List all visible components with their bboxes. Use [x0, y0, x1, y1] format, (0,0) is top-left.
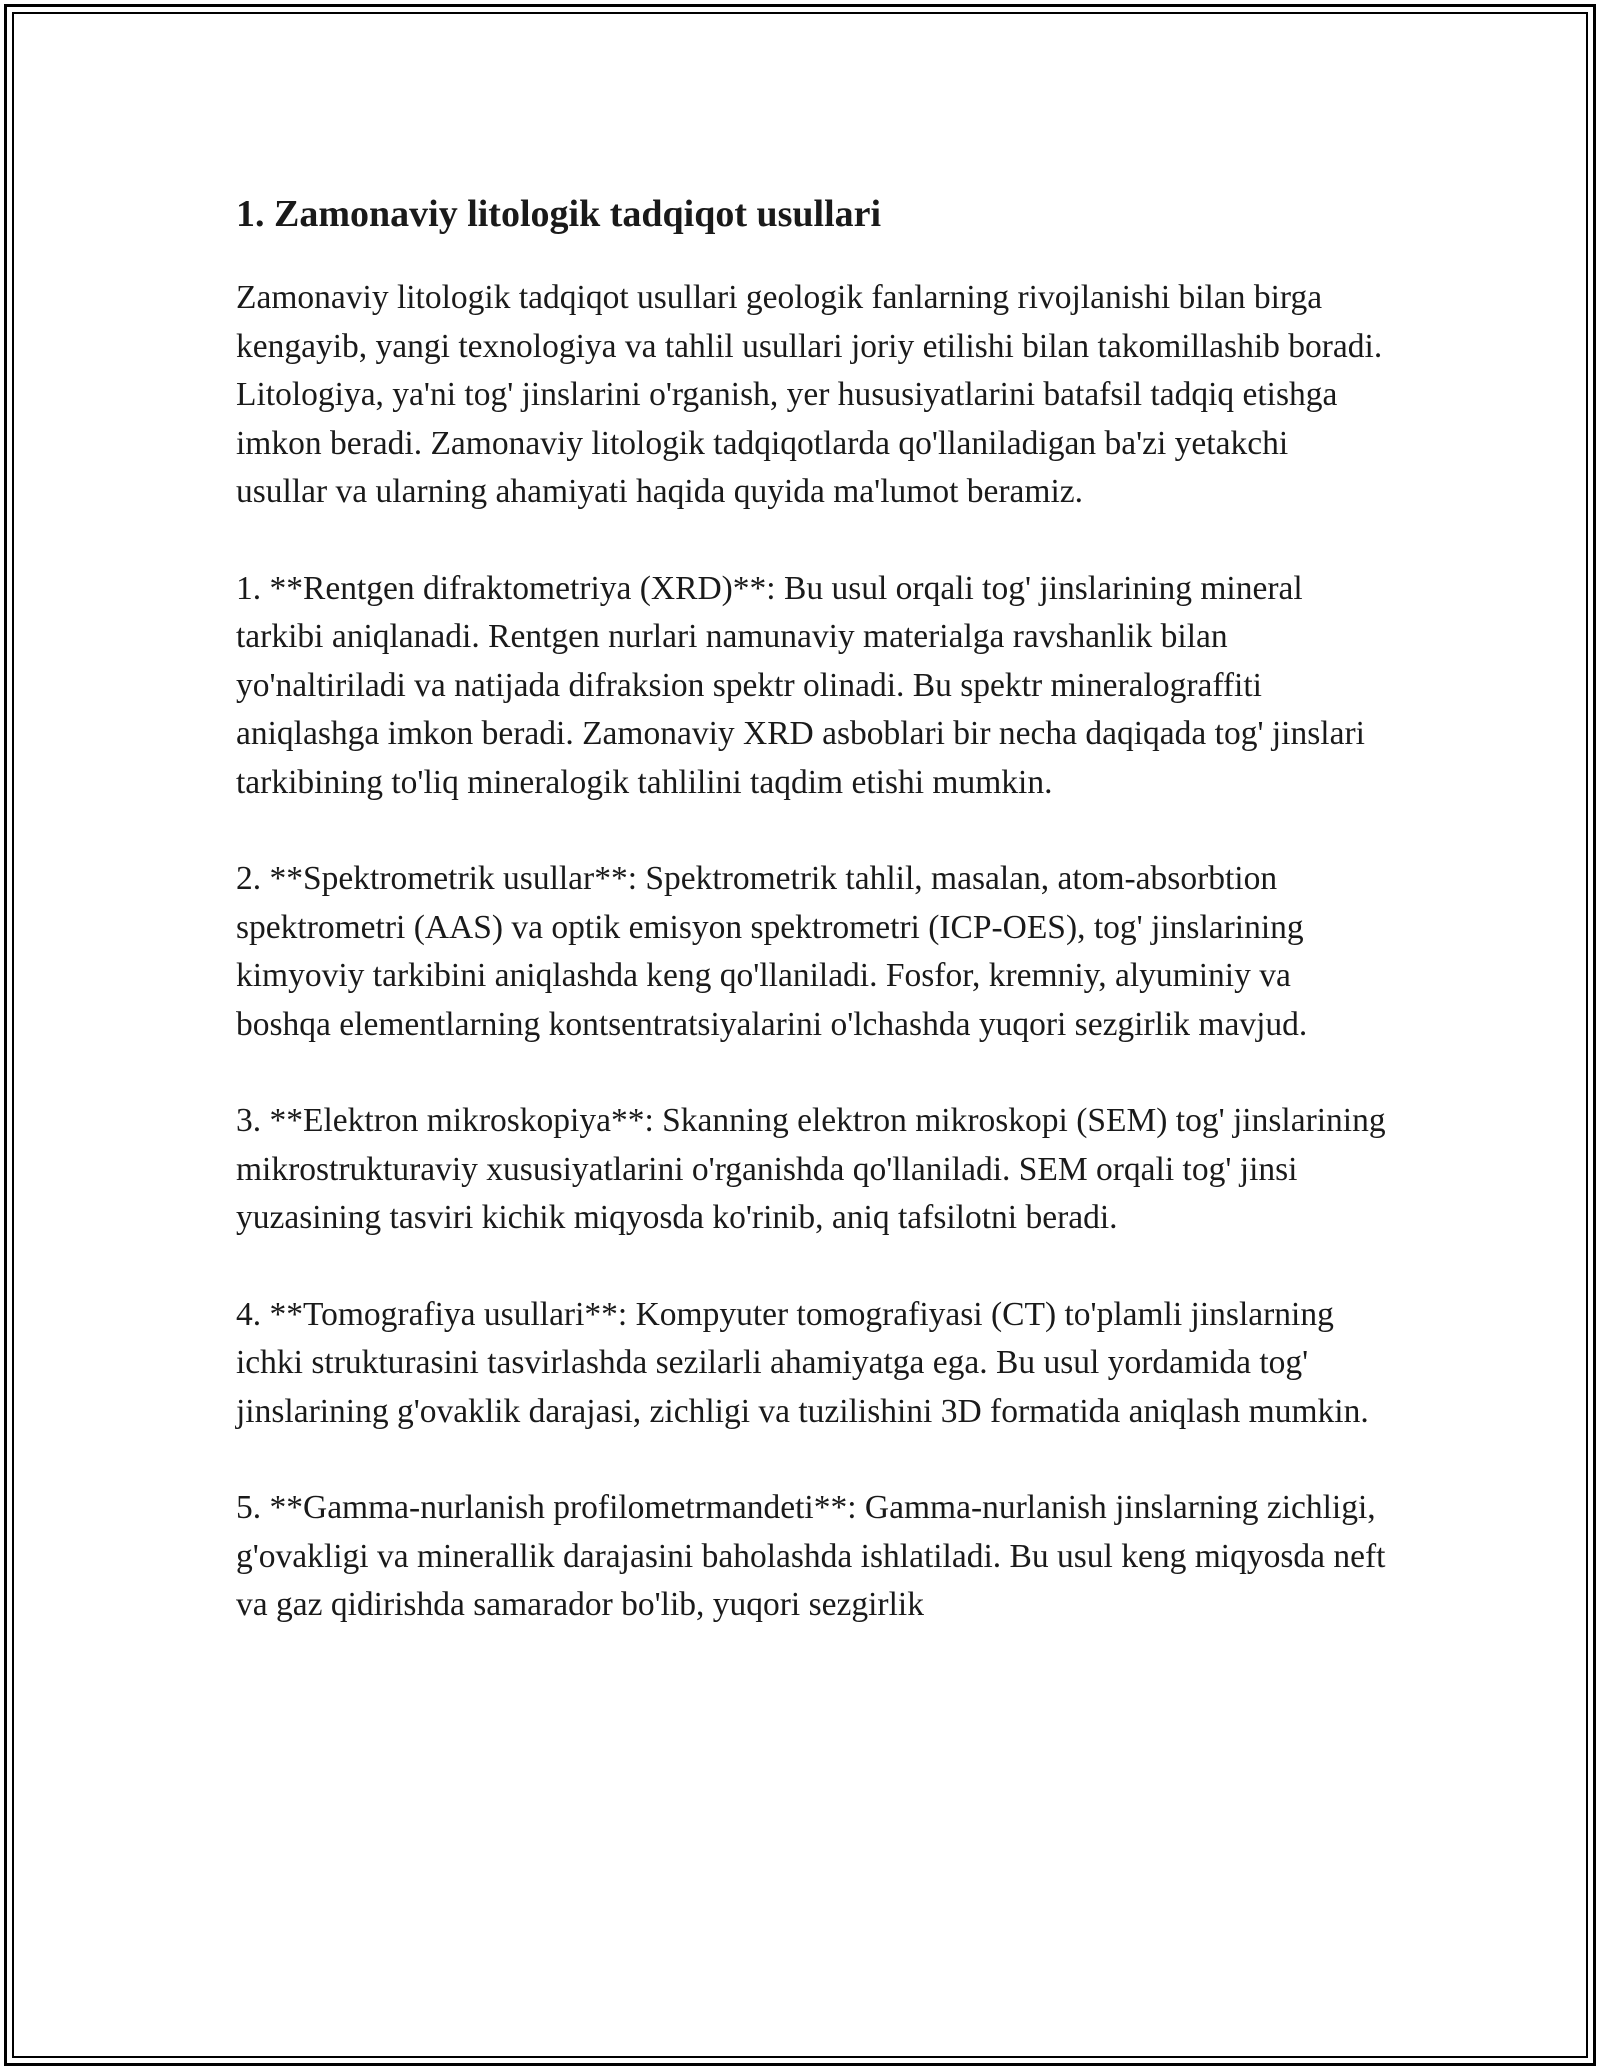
list-item-gamma-radiation: 5. **Gamma-nurlanish profilometrmandeti**: Gamma-nurlanish jinslarning zichligi, g'ovakligi va minerallik darajasini baholashda ishlatiladi. Bu usul keng miqyosda neft va gaz qidirishda samarador bo'lib, yuqori sezgirlik — [236, 1489, 1386, 1623]
document-body — [236, 186, 1386, 1678]
list-item-electron-microscopy: 3. **Elektron mikroskopiya**: Skanning elektron mikroskopi (SEM) tog' jinslarining mikrostrukturaviy xususiyatlarini o'rganishda qo'llaniladi. SEM orqali tog' jinsi yuzasining tasviri kichik miqyosda ko'rinib, aniq tafsilotni beradi. — [236, 1102, 1386, 1236]
list-item-tomography: 4. **Tomografiya usullari**: Kompyuter tomografiyasi (CT) to'plamli jinslarning ichki strukturasini tasvirlashda sezilarli ahamiyatga ega. Bu usul yordamida tog' jinslarining g'ovaklik darajasi, zichligi va tuzilishini 3D formatida aniqlash mumkin. — [236, 1295, 1369, 1430]
intro-paragraph: Zamonaviy litologik tadqiqot usullari geologik fanlarning rivojlanishi bilan birga kengayib, yangi texnologiya va tahlil usullari joriy etilishi bilan takomillashib boradi. Litologiya, ya'ni tog' jinslarini o'rganish, yer hususiyatlarini batafsil tadqiq etishga imkon beradi. Zamonaviy litologik tadqiqotlarda qo'llaniladigan ba'zi yetakchi usullar va ularning ahamiyati haqida quyida ma'lumot beramiz. — [236, 279, 1383, 510]
section-heading: 1. Zamonaviy litologik tadqiqot usullari — [236, 193, 882, 235]
list-item-xrd: 1. **Rentgen difraktometriya (XRD)**: Bu usul orqali tog' jinslarining mineral tarkibi aniqlanadi. Rentgen nurlari namunaviy materialga ravshanlik bilan yo'naltiriladi va natijada difraksion spektr olinadi. Bu spektr mineralograffiti aniqlashga imkon beradi. Zamonaviy XRD asboblari bir necha daqiqada tog' jinslari tarkibining to'liq mineralogik tahlilini taqdim etishi mumkin. — [236, 569, 1365, 801]
list-item-spectrometry: 2. **Spektrometrik usullar**: Spektrometrik tahlil, masalan, atom-absorbtion spektrometri (AAS) va optik emisyon spektrometri (ICP-OES), tog' jinslarining kimyoviy tarkibini aniqlashda keng qo'llaniladi. Fosfor, kremniy, alyuminiy va boshqa elementlarning kontsentratsiyalarini o'lchashda yuqori sezgirlik mavjud. — [236, 860, 1308, 1043]
